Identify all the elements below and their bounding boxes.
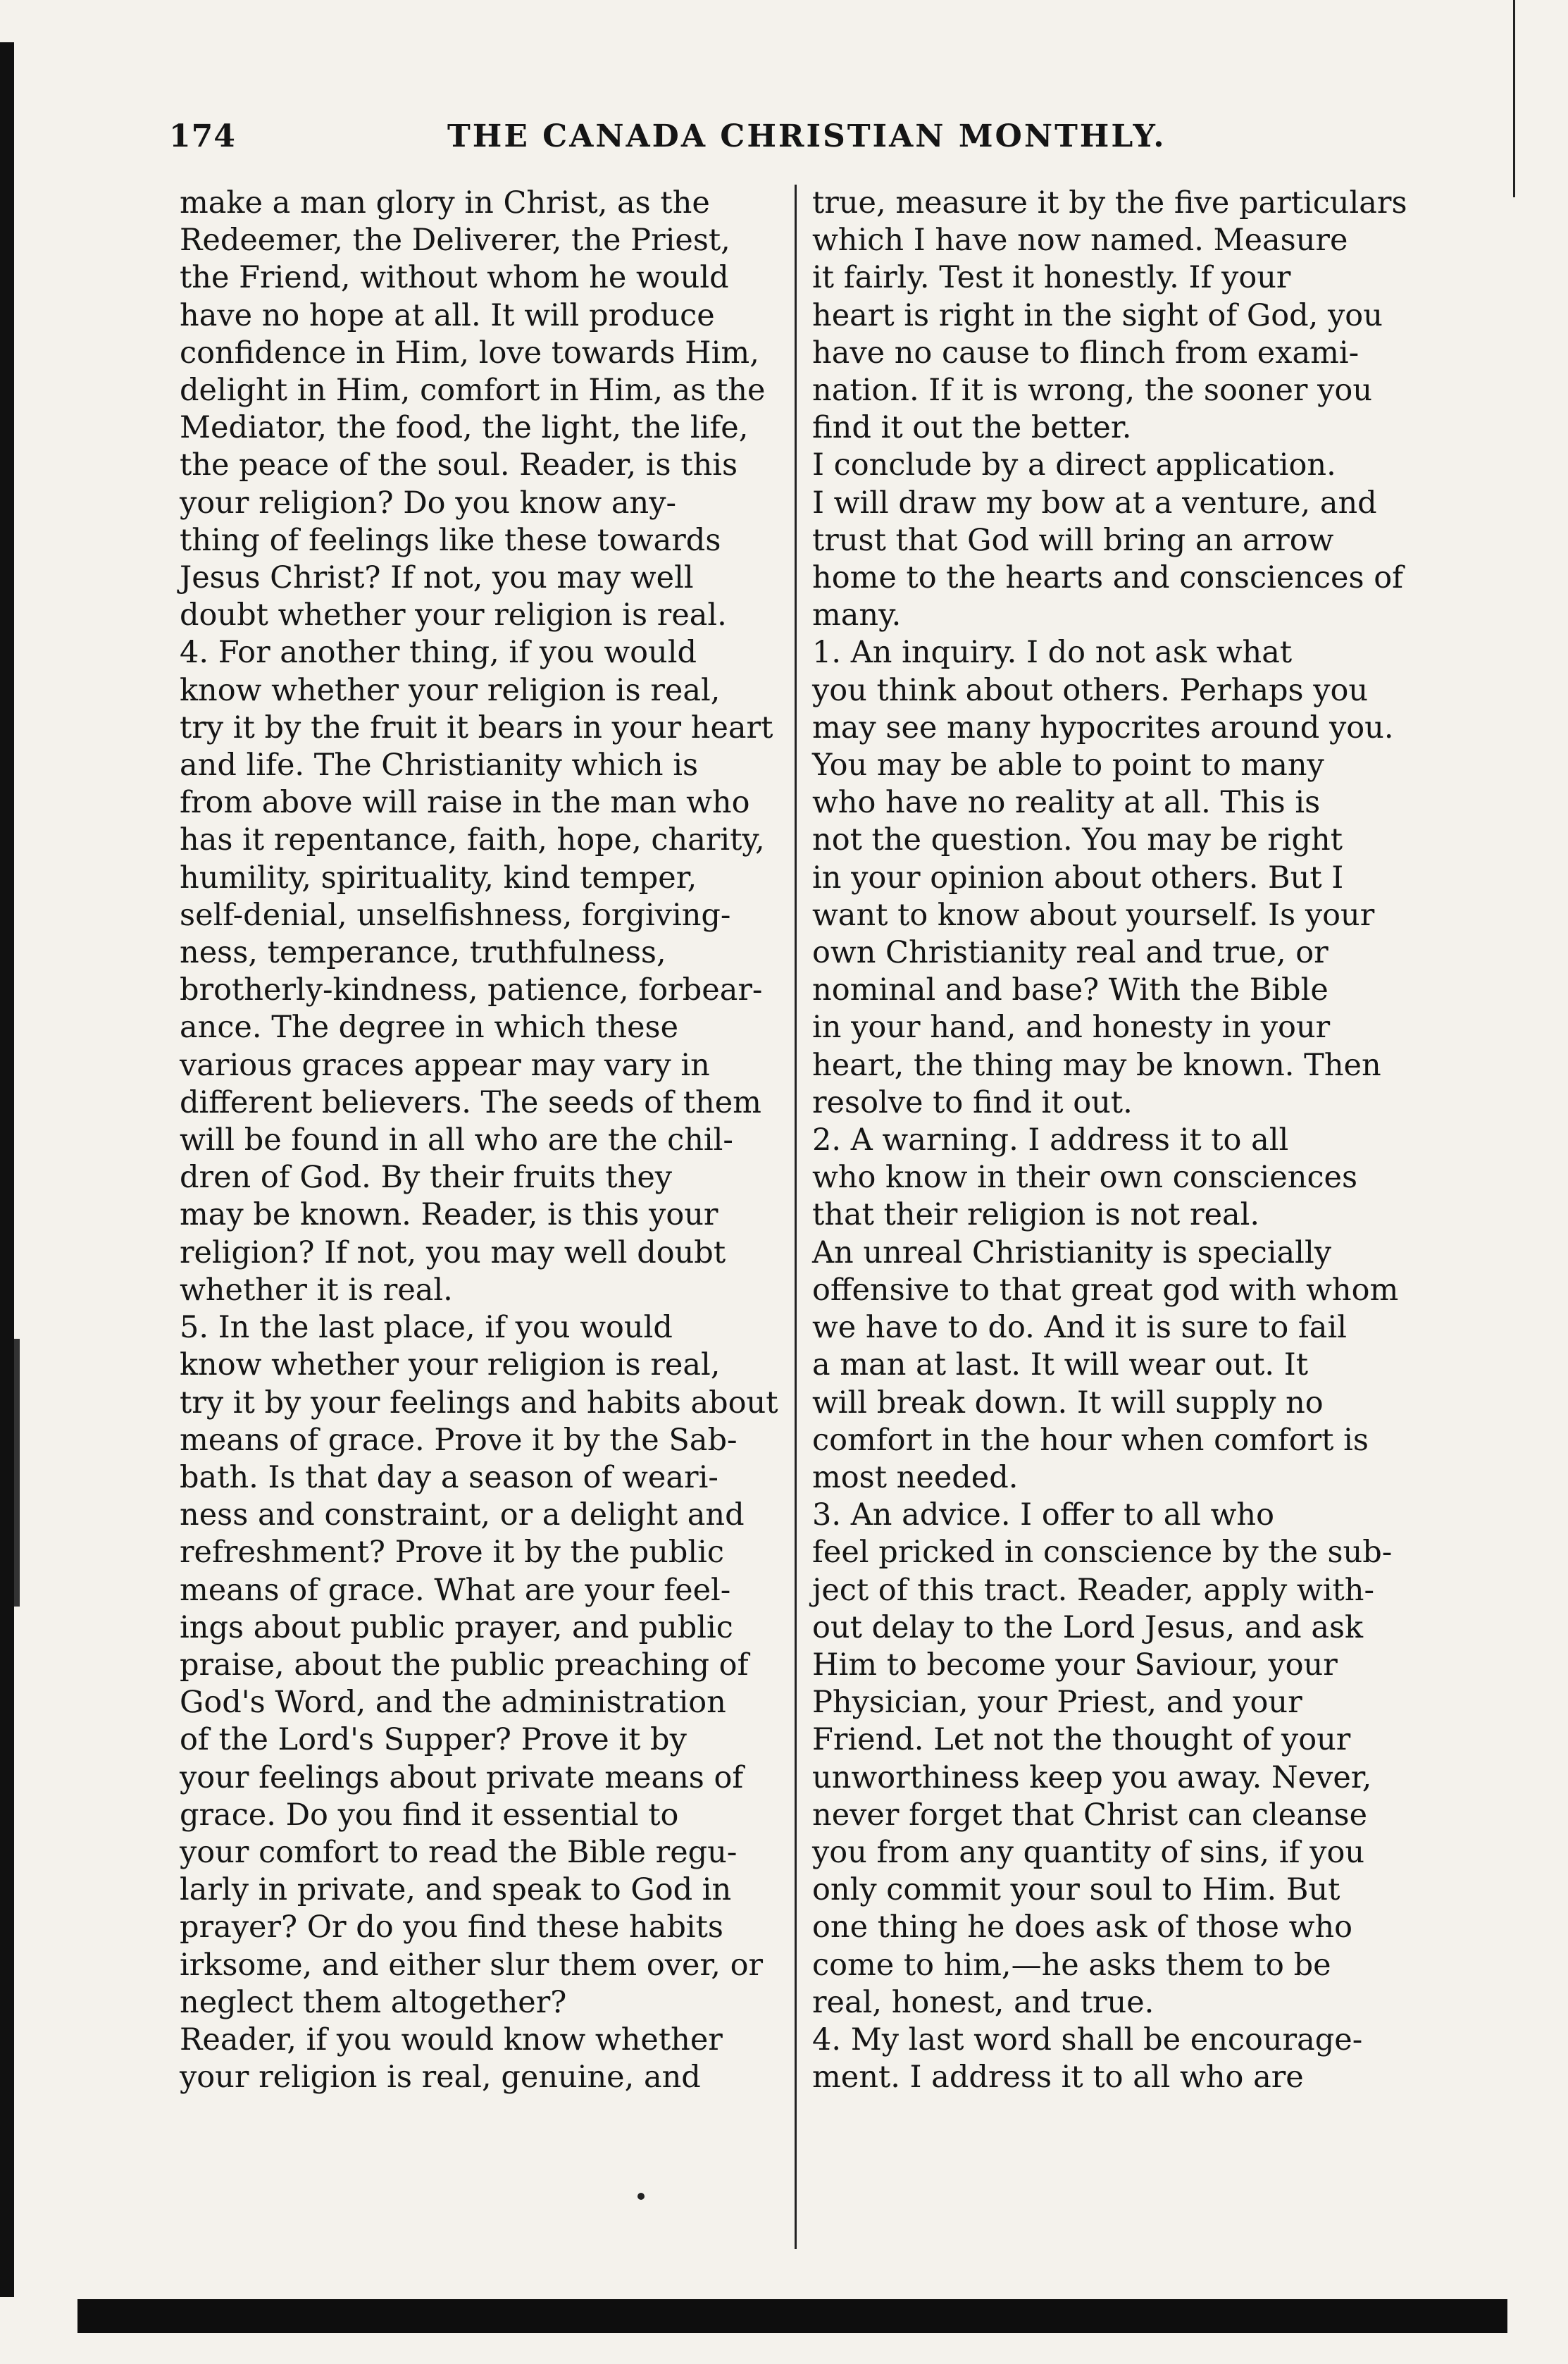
page-header — [169, 118, 1437, 161]
left-column-text: make a man glory in Christ, as the Redeemer, the Deliverer, the Priest, the Friend, without whom he would have no hope at all. It will produce confidence in Him, love towards Him, delight in Him, comfort in Him, as the Mediator, the food, the light, the life, the peace of the soul. Reader, is this your religion? Do you know any- thing of feelings like these towards Jesus Christ? If not, you may well doubt whether your religion is real. 4. For another thing, if you would know whether your religion is real, try it by the fruit it bears in your heart and life. The Christianity which is from above will raise in the man who has it repentance, faith, hope, charity, humility, spirituality, kind temper, self-denial, unselfishness, forgiving- ness, temperance, truthfulness, brotherly-kindness, patience, forbear- ance. The degree in which these various graces appear may vary in different believers. The seeds of them will be found in all who are the chil- dren of God. By their fruits they may be known. Reader, is this your religion? If not, you may well doubt whether it is real. 5. In the last place, if you would know whether your religion is real, try it by your feelings and habits about means of grace. Prove it by the Sab- bath. Is that day a season of weari- ness and constraint, or a delight and refreshment? Prove it by the public means of grace. What are your feel- ings about public prayer, and public praise, about the public preaching of God's Word, and the administration of the Lord's Supper? Prove it by your feelings about private means of grace. Do you find it essential to your comfort to read the Bible regu- larly in private, and speak to God in prayer? Or do you find these habits irksome, and either slur them over, or neglect them altogether? Reader, if you would know whether your religion is real, genuine, and — [180, 185, 778, 2096]
column-divider — [795, 185, 797, 2249]
right-text-column — [812, 185, 1425, 2096]
right-column-text: true, measure it by the five particulars which I have now named. Measure it fairly. Test it honestly. If your heart is right in the sight of God, you have no cause to flinch from exami- nation. If it is wrong, the sooner you find it out the better. I conclude by a direct application. I will draw my bow at a venture, and trust that God will bring an arrow home to the hearts and consciences of many. 1. An inquiry. I do not ask what you think about others. Perhaps you may see many hypocrites around you. You may be able to point to many who have no reality at all. This is not the question. You may be right in your opinion about others. But I want to know about yourself. Is your own Christianity real and true, or nominal and base? With the Bible in your hand, and honesty in your heart, the thing may be known. Then resolve to find it out. 2. A warning. I address it to all who know in their own consciences that their religion is not real. An unreal Christianity is specially offensive to that great god with whom we have to do. And it is sure to fail a man at last. It will wear out. It will break down. It will supply no comfort in the hour when comfort is most needed. 3. An advice. I offer to all who feel pricked in conscience by the sub- ject of this tract. Reader, apply with- out delay to the Lord Jesus, and ask Him to become your Saviour, your Physician, your Priest, and your Friend. Let not the thought of your unworthiness keep you away. Never, never forget that Christ can cleanse you from any quantity of sins, if you only commit your soul to Him. But one thing he does ask of those who come to him,—he asks them to be real, honest, and true. 4. My last word shall be encourage- ment. I address it to all who are — [812, 185, 1407, 2096]
running-title: THE CANADA CHRISTIAN MONTHLY. — [447, 118, 1166, 154]
scan-edge-bar — [0, 42, 14, 2297]
scan-bottom-bar — [77, 2299, 1507, 2333]
page-number: 174 — [169, 118, 236, 154]
scan-edge-rule — [1513, 0, 1515, 197]
scan-edge-speck — [14, 1339, 20, 1607]
left-text-column — [180, 185, 792, 2096]
ink-dot — [637, 2193, 645, 2200]
